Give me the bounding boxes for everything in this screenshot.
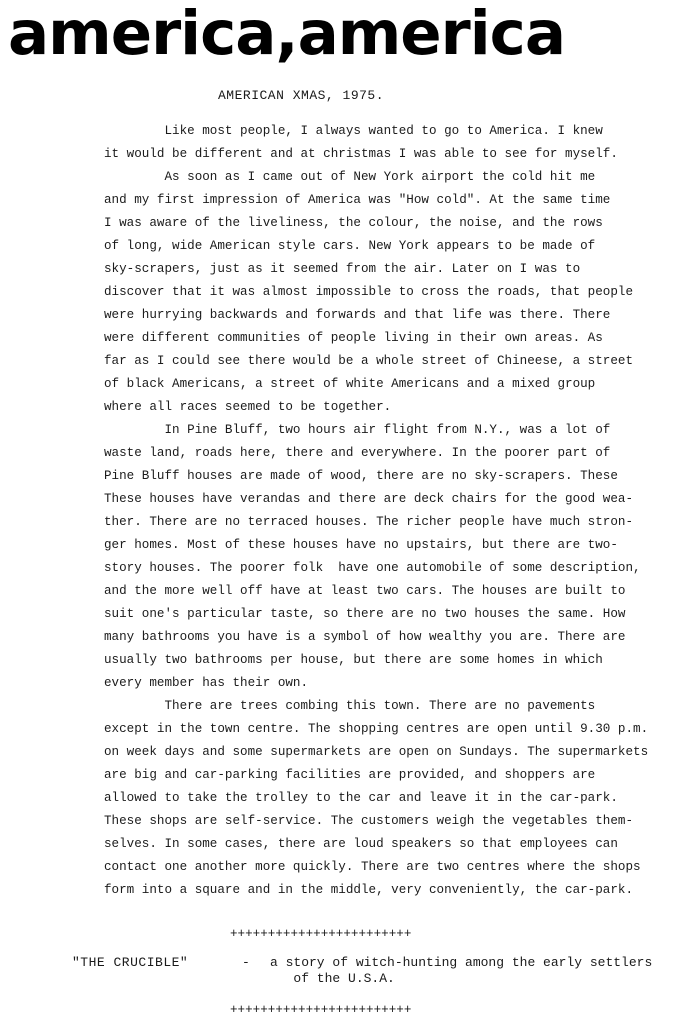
article-line: In Pine Bluff, two hours air flight from N.Y., was a lot of	[104, 423, 611, 437]
article-line: There are trees combing this town. There are no pavements	[104, 699, 596, 713]
article-line: of long, wide American style cars. New York appears to be made of	[104, 239, 596, 253]
article-line: allowed to take the trolley to the car and leave it in the car-park.	[104, 791, 618, 805]
article-line: contact one another more quickly. There are two centres where the shops	[104, 860, 641, 874]
article-line: usually two bathrooms per house, but there are some homes in which	[104, 653, 603, 667]
article-line: of black Americans, a street of white Americans and a mixed group	[104, 377, 596, 391]
article-line: ger homes. Most of these houses have no upstairs, but there are two-	[104, 538, 618, 552]
article-heading: AMERICAN XMAS, 1975.	[218, 88, 385, 103]
article-line: many bathrooms you have is a symbol of how wealthy you are. There are	[104, 630, 626, 644]
notice-title: "THE CRUCIBLE"	[72, 955, 189, 970]
divider-top: ++++++++++++++++++++++++	[230, 927, 412, 941]
article-line: were different communities of people living in their own areas. As	[104, 331, 603, 345]
article-line: These shops are self-service. The customers weigh the vegetables them-	[104, 814, 634, 828]
article-line: sky-scrapers, just as it seemed from the air. Later on I was to	[104, 262, 581, 276]
article-line: These houses have verandas and there are deck chairs for the good wea-	[104, 492, 634, 506]
article-line: and the more well off have at least two cars. The houses are built to	[104, 584, 626, 598]
notice-dash: -	[242, 955, 250, 970]
notice-description: a story of witch-hunting among the early settlers of the U.S.A.	[270, 955, 653, 986]
divider-bottom: ++++++++++++++++++++++++	[230, 1003, 412, 1017]
article-line: form into a square and in the middle, very conveniently, the car-park.	[104, 883, 634, 897]
article-body	[104, 120, 694, 902]
article-line: and my first impression of America was "How cold". At the same time	[104, 193, 611, 207]
article-line: suit one's particular taste, so there are no two houses the same. How	[104, 607, 626, 621]
article-line: ther. There are no terraced houses. The richer people have much stron-	[104, 515, 634, 529]
article-line: where all races seemed to be together.	[104, 400, 392, 414]
article-line: discover that it was almost impossible to cross the roads, that people	[104, 285, 634, 299]
article-line: were hurrying backwards and forwards and that life was there. There	[104, 308, 611, 322]
article-line: selves. In some cases, there are loud speakers so that employees can	[104, 837, 618, 851]
article-line: are big and car-parking facilities are provided, and shoppers are	[104, 768, 596, 782]
article-line: Pine Bluff houses are made of wood, there are no sky-scrapers. These	[104, 469, 618, 483]
article-line: it would be different and at christmas I was able to see for myself.	[104, 147, 618, 161]
article-line: on week days and some supermarkets are open on Sundays. The supermarkets	[104, 745, 649, 759]
article-line: except in the town centre. The shopping centres are open until 9.30 p.m.	[104, 722, 649, 736]
article-line: every member has their own.	[104, 676, 309, 690]
masthead-title: america,america	[8, 0, 565, 69]
article-line: As soon as I came out of New York airport the cold hit me	[104, 170, 596, 184]
article-line: waste land, roads here, there and everywhere. In the poorer part of	[104, 446, 611, 460]
article-line: story houses. The poorer folk have one automobile of some description,	[104, 561, 641, 575]
article-line: far as I could see there would be a whole street of Chineese, a street	[104, 354, 634, 368]
article-line: I was aware of the liveliness, the colour, the noise, and the rows	[104, 216, 603, 230]
article-line: Like most people, I always wanted to go to America. I knew	[104, 124, 603, 138]
